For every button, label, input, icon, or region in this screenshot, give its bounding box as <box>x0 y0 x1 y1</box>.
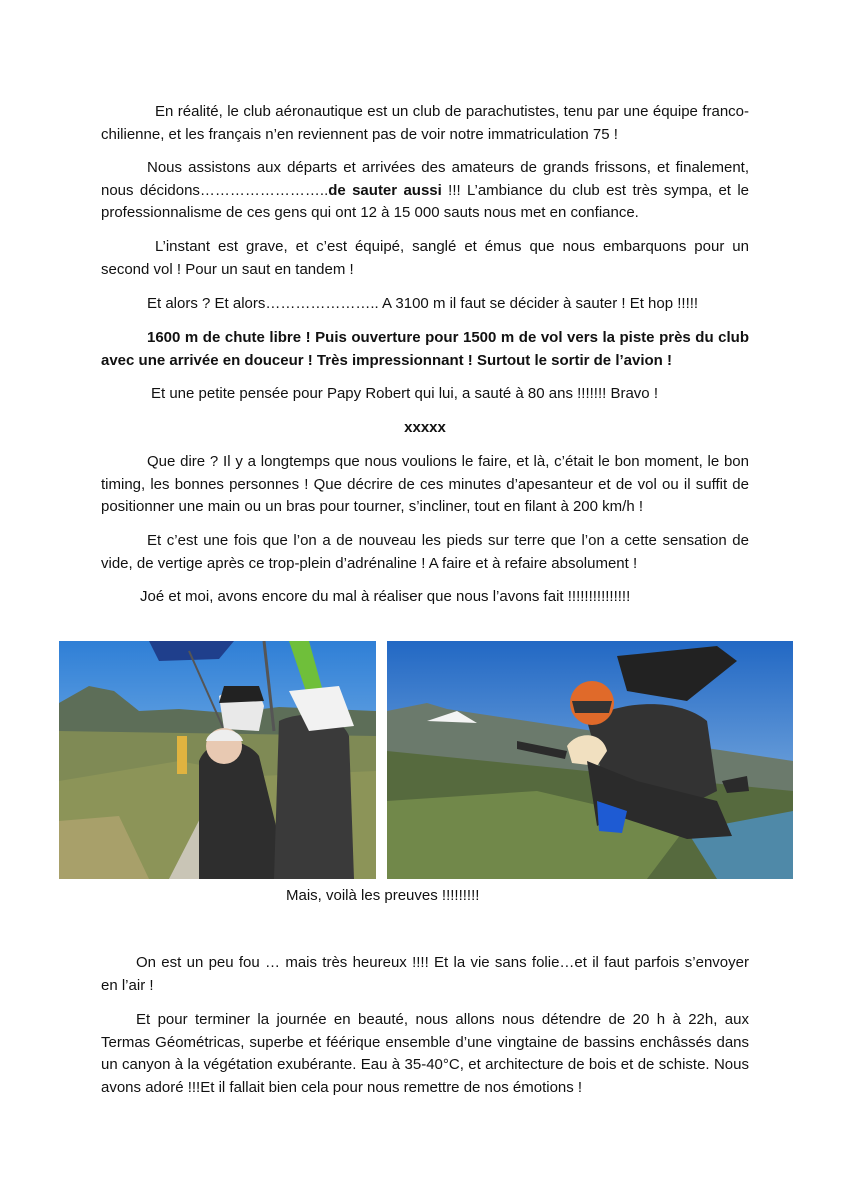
paragraph-landing: Et c’est une fois que l’on a de nouveau les pieds sur terre que l’on a cette sensation de vide, de vertige après ce trop-plein d’adrénaline ! A faire et à refaire absolument ! <box>101 532 749 572</box>
photo-caption: Mais, voilà les preuves !!!!!!!!! <box>286 887 480 904</box>
paragraph-decision-end: !!! L’ambiance du club est très sympa, et le professionnalisme de ces gens qui ont 12 à 15 000 sauts nous met en confiance. <box>101 181 749 221</box>
paragraph-feeling: Que dire ? Il y a longtemps que nous voulions le faire, et là, c’était le bon moment, le bon timing, les bonnes personnes ! Que décrire de ces minutes d’apesanteur et de vol ou il suffit de positionner une main ou un bras pour tourner, s’incliner, tout en filant à 200 km/h ! <box>101 453 749 515</box>
paragraph-folie: On est un peu fou … mais très heureux !!!! Et la vie sans folie…et il faut parfois s’envoyer en l’air ! <box>101 954 749 994</box>
paragraph-decision-start: Nous assistons aux départs et arrivées des amateurs de grands frissons, et finalement, nous décidons…………………….. <box>101 159 749 199</box>
paragraph-decision <box>101 157 749 225</box>
paragraph-jump: Et alors ? Et alors………………….. A 3100 m il faut se décider à sauter ! Et hop !!!!! <box>147 295 699 312</box>
tandem-parachute-photo <box>59 641 376 879</box>
paragraph-club: En réalité, le club aéronautique est un club de parachutistes, tenu par une équipe franco-chilienne, et les français n’en reviennent pas de voir notre immatriculation 75 ! <box>101 103 749 143</box>
paragraph-embark: L’instant est grave, et c’est équipé, sanglé et émus que nous embarquons pour un second vol ! Pour un saut en tandem ! <box>101 238 749 278</box>
paragraph-termas: Et pour terminer la journée en beauté, nous allons nous détendre de 20 h à 22h, aux Termas Géométricas, superbe et féérique ensemble d’une vingtaine de bassins enchâssés dans un canyon à la végétation exubérante. Eau à 35-40°C, et architecture de bois et de schiste. Nous avons adoré !!!Et il fallait bien cela pour nous remettre de nos émotions ! <box>101 1011 749 1096</box>
separator: xxxxx <box>404 419 446 436</box>
freefall-tandem-photo <box>387 641 793 879</box>
paragraph-freefall: 1600 m de chute libre ! Puis ouverture pour 1500 m de vol vers la piste près du club avec une arrivée en douceur ! Très impressionnant ! Surtout le sortir de l’avion ! <box>101 329 749 369</box>
paragraph-joe: Joé et moi, avons encore du mal à réaliser que nous l’avons fait !!!!!!!!!!!!!!! <box>140 588 631 605</box>
paragraph-papy: Et une petite pensée pour Papy Robert qui lui, a sauté à 80 ans !!!!!!! Bravo ! <box>151 385 658 402</box>
paragraph-decision-bold: de sauter aussi <box>328 181 442 199</box>
